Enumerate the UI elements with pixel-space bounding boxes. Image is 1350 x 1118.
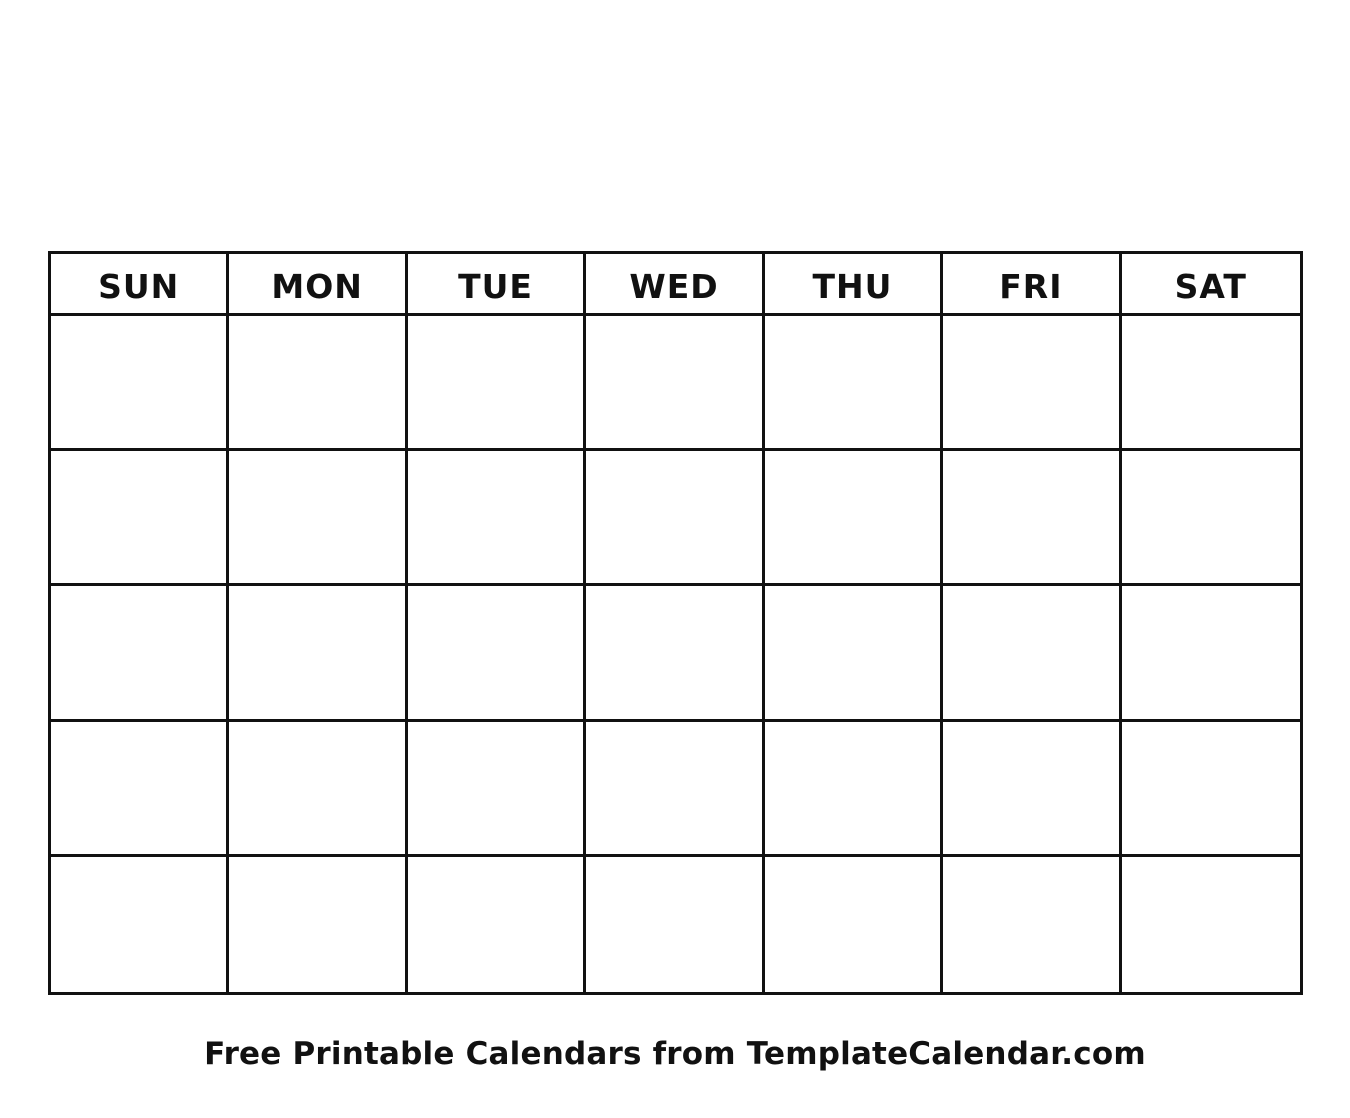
day-cell <box>229 722 407 857</box>
day-cell <box>51 586 229 721</box>
day-cell <box>1122 722 1300 857</box>
day-cell <box>229 857 407 992</box>
day-cell <box>943 722 1121 857</box>
weekday-header-thu: THU <box>765 254 943 316</box>
day-cell <box>408 451 586 586</box>
weekday-header-mon: MON <box>229 254 407 316</box>
day-cell <box>765 451 943 586</box>
day-cell <box>586 451 764 586</box>
weekday-header-wed: WED <box>586 254 764 316</box>
day-cell <box>408 586 586 721</box>
day-cell <box>765 316 943 451</box>
day-cell <box>51 857 229 992</box>
day-cell <box>943 316 1121 451</box>
day-cell <box>229 316 407 451</box>
day-cell <box>51 316 229 451</box>
day-cell <box>51 722 229 857</box>
day-cell <box>1122 857 1300 992</box>
day-cell <box>943 857 1121 992</box>
weekday-header-tue: TUE <box>408 254 586 316</box>
day-cell <box>943 586 1121 721</box>
day-cell <box>765 586 943 721</box>
day-cell <box>586 586 764 721</box>
weekday-header-fri: FRI <box>943 254 1121 316</box>
day-cell <box>408 722 586 857</box>
day-cell <box>1122 451 1300 586</box>
day-cell <box>229 451 407 586</box>
day-cell <box>408 857 586 992</box>
day-cell <box>586 722 764 857</box>
weekday-header-sat: SAT <box>1122 254 1300 316</box>
day-cell <box>765 857 943 992</box>
day-cell <box>586 857 764 992</box>
day-cell <box>51 451 229 586</box>
day-cell <box>1122 316 1300 451</box>
calendar-grid <box>48 251 1303 995</box>
weekday-header-sun: SUN <box>51 254 229 316</box>
day-cell <box>943 451 1121 586</box>
day-cell <box>229 586 407 721</box>
footer-credit: Free Printable Calendars from TemplateCalendar.com <box>204 1036 1146 1072</box>
day-cell <box>408 316 586 451</box>
day-cell <box>1122 586 1300 721</box>
day-cell <box>765 722 943 857</box>
day-cell <box>586 316 764 451</box>
